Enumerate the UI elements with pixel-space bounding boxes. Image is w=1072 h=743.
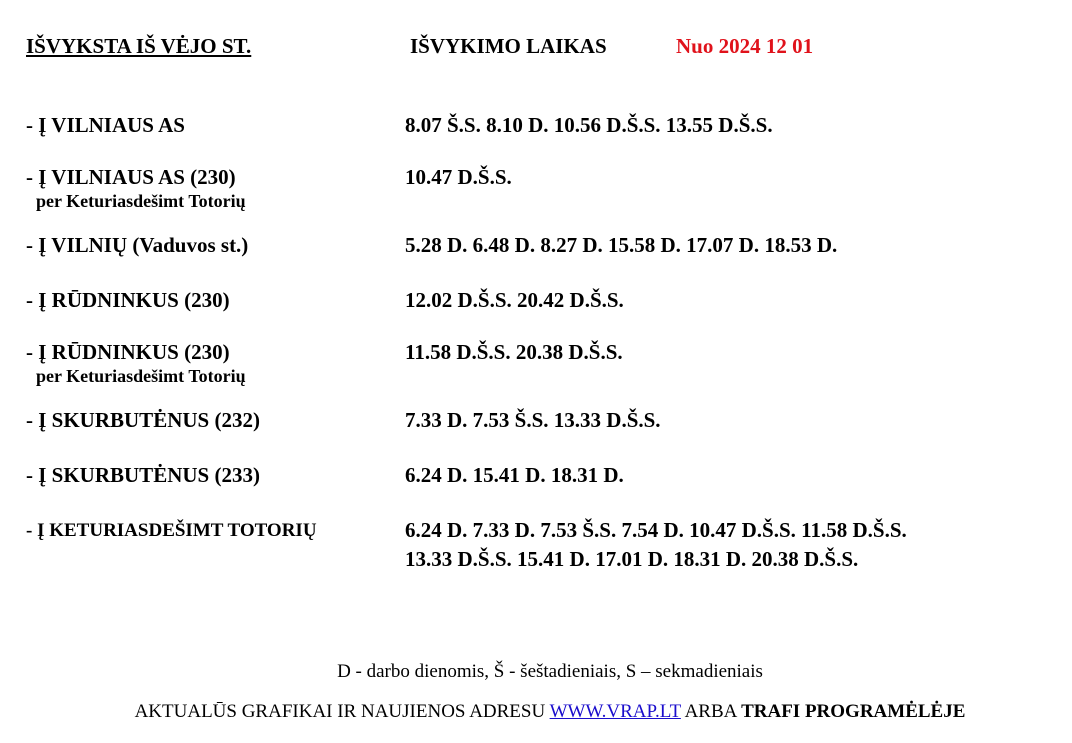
effective-date: Nuo 2024 12 01 [676,34,814,58]
route-times: 8.07 Š.S. 8.10 D. 10.56 D.Š.S. 13.55 D.Š.S. [405,113,773,137]
footer-text: AKTUALŪS GRAFIKAI IR NAUJIENOS ADRESU [134,701,550,722]
footer-notice [0,701,1072,723]
route-via: per Keturiasdešimt Totorių [36,191,246,211]
departs-from-heading: IŠVYKSTA IŠ VĖJO ST. [26,34,252,58]
route-destination: - Į VILNIAUS AS (230) [26,165,236,189]
route-times: 11.58 D.Š.S. 20.38 D.Š.S. [405,340,623,364]
route-times-continued: 13.33 D.Š.S. 15.41 D. 17.01 D. 18.31 D. 20.38 D.Š.S. [405,547,859,571]
departure-time-heading: IŠVYKIMO LAIKAS [410,34,607,58]
route-destination: - Į VILNIŲ (Vaduvos st.) [26,233,249,257]
website-link[interactable]: WWW.VRAP.LT [549,701,681,722]
route-destination: - Į VILNIAUS AS [26,113,185,137]
footer-text-middle: ARBA [680,701,742,722]
schedule-header [26,34,1066,64]
route-times: 12.02 D.Š.S. 20.42 D.Š.S. [405,288,624,312]
route-destination: - Į RŪDNINKUS (230) [26,340,230,364]
route-destination: - Į KETURIASDEŠIMT TOTORIŲ [26,520,317,541]
route-times: 6.24 D. 15.41 D. 18.31 D. [405,463,624,487]
route-times: 5.28 D. 6.48 D. 8.27 D. 15.58 D. 17.07 D. 18.53 D. [405,233,838,257]
legend: D - darbo dienomis, Š - šeštadieniais, S – sekmadieniais [337,661,763,682]
route-destination: - Į SKURBUTĖNUS (232) [26,408,260,432]
route-via: per Keturiasdešimt Totorių [36,366,246,386]
route-times: 7.33 D. 7.53 Š.S. 13.33 D.Š.S. [405,408,661,432]
route-times: 10.47 D.Š.S. [405,165,512,189]
route-destination: - Į SKURBUTĖNUS (233) [26,463,260,487]
route-destination: - Į RŪDNINKUS (230) [26,288,230,312]
route-times: 6.24 D. 7.33 D. 7.53 Š.S. 7.54 D. 10.47 D.Š.S. 11.58 D.Š.S. [405,518,907,542]
footer-app-name: TRAFI PROGRAMĖLĖJE [741,701,966,722]
